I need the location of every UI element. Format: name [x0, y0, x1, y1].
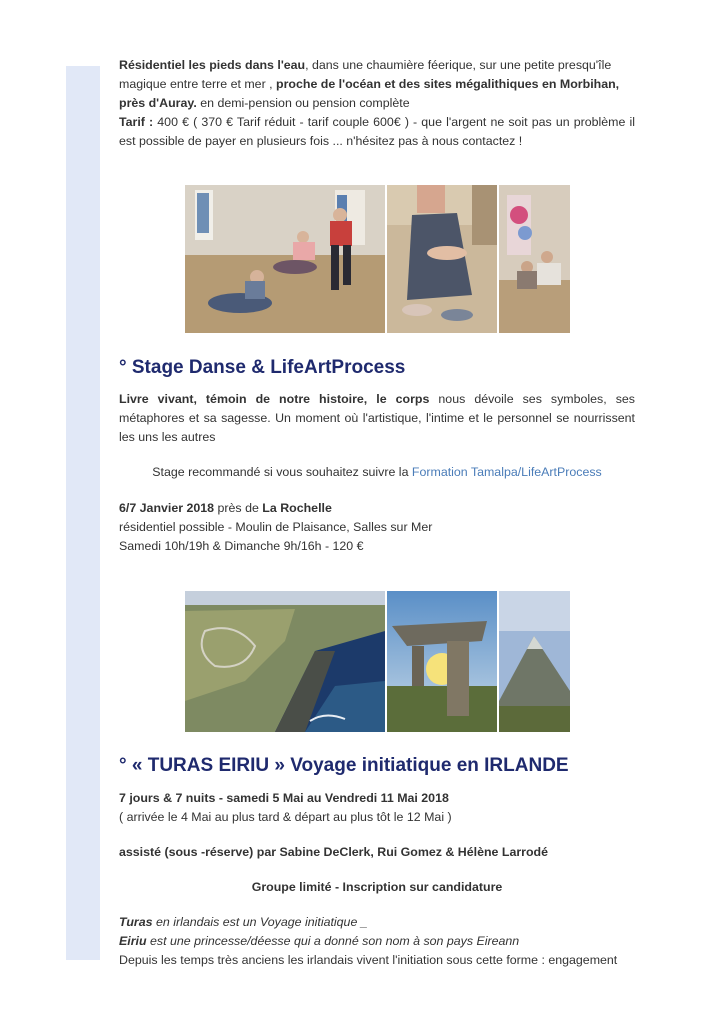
intro-line-1: magique entre terre et mer , proche de l'océan et des sites mégalithiques en Morbihan,	[119, 77, 620, 91]
intro-line-2: près d'Auray. en demi-pension ou pension complète	[119, 96, 410, 110]
stage-description	[119, 390, 635, 447]
voyage-group-block	[119, 878, 635, 897]
voyage-assisted-block	[119, 843, 635, 862]
stage-residence: résidentiel possible - Moulin de Plaisance, Salles sur Mer	[119, 520, 433, 534]
left-margin-strip	[66, 66, 100, 960]
turas-line: Turas en irlandais est un Voyage initiatique _	[119, 915, 368, 929]
newsletter-content	[100, 58, 655, 967]
voyage-explanation	[119, 913, 635, 970]
stage-desc-paragraph: Livre vivant, témoin de notre histoire, le corps nous dévoile ses symboles, ses métaphores et sa sagesse. Un moment où l'artistique, l'intime et le personnel se nourrissent les uns les autres	[119, 392, 635, 444]
stage-title: ° Stage Danse & LifeArtProcess	[119, 357, 406, 378]
intro-block	[119, 56, 635, 151]
voyage-group: Groupe limité - Inscription sur candidature	[251, 880, 503, 894]
dance-photo-3	[499, 185, 570, 333]
tamalpa-formation-link[interactable]: Formation Tamalpa/LifeArtProcess	[411, 465, 602, 479]
eiriu-line: Eiriu est une princesse/déesse qui a donné son nom à son pays Eireann	[119, 934, 520, 948]
stage-details	[119, 499, 635, 556]
dance-photo-2	[387, 185, 497, 333]
stage-schedule: Samedi 10h/19h & Dimanche 9h/16h - 120 €	[119, 539, 364, 553]
last-line: Depuis les temps très anciens les irlandais vivent l'initiation sous cette forme : engagement	[119, 953, 618, 967]
voyage-arrival: ( arrivée le 4 Mai au plus tard & départ au plus tôt le 12 Mai )	[119, 810, 452, 824]
voyage-details	[119, 789, 635, 827]
voyage-dates: 7 jours & 7 nuits - samedi 5 Mai au Vendredi 11 Mai 2018	[119, 791, 449, 805]
voyage-assisted: assisté (sous -réserve) par Sabine DeClerk, Rui Gomez & Hélène Larrodé	[119, 845, 549, 859]
ireland-photo-dolmen	[387, 591, 497, 732]
dance-photo-1	[185, 185, 385, 333]
tarif-paragraph: Tarif : 400 € ( 370 € Tarif réduit - tarif couple 600€ ) - que l'argent ne soit pas un problème il est possible de payer en plusieurs fois ... n'hésitez pas à nous contactez !	[119, 115, 635, 148]
recommend-paragraph: Stage recommandé si vous souhaitez suivre la Formation Tamalpa/LifeArtProcess	[152, 465, 602, 479]
ireland-photo-cliffs	[185, 591, 385, 732]
intro-line-0: Résidentiel les pieds dans l'eau, dans une chaumière féerique, sur une petite presqu'île	[119, 58, 612, 72]
voyage-title: ° « TURAS EIRIU » Voyage initiatique en IRLANDE	[119, 755, 569, 776]
stage-date: 6/7 Janvier 2018 près de La Rochelle	[119, 501, 332, 515]
stage-recommend	[119, 463, 635, 482]
ireland-photo-mountain	[499, 591, 570, 732]
